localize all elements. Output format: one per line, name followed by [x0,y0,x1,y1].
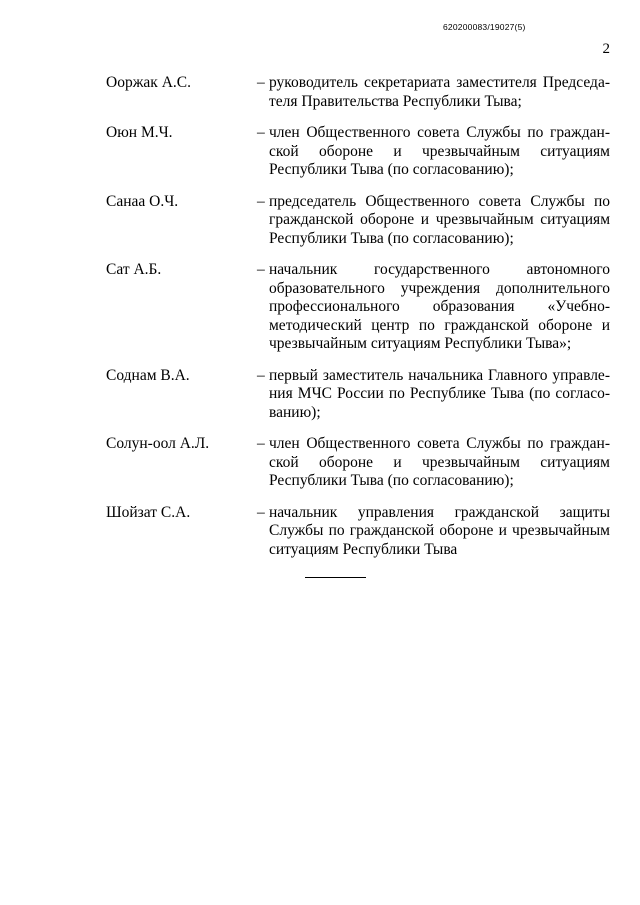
member-role [257,504,610,560]
dash: – [257,261,265,278]
dash: – [257,503,265,521]
member-name: Соднам В.А. [106,366,190,384]
dash: – [257,74,265,91]
member-role [257,74,610,111]
member-row [106,261,610,354]
page-number: 2 [602,41,610,57]
member-role [257,261,610,354]
member-name: Оюн М.Ч. [106,124,173,141]
members-list [106,74,610,572]
member-role-text: начальник управления гражданской защиты Службы по гражданской обороне и чрезвычайным ситуациям Республики Тыва [269,503,610,558]
member-row [106,193,610,249]
member-row [106,367,610,423]
end-rule [305,577,366,578]
member-role-text: руководитель секретариата заместителя Председателя Правительства Республики Тыва; [269,74,610,110]
member-role-text: первый заместитель начальника Главного управления МЧС России по Республике Тыва (по согласованию); [269,366,610,421]
dash: – [257,192,265,210]
member-name: Ооржак А.С. [106,74,191,91]
member-role [257,193,610,249]
member-name: Шойзат С.А. [106,503,191,521]
member-role-text: член Общественного совета Службы по гражданской обороне и чрезвычайным ситуациям Республики Тыва (по согласованию); [269,435,610,489]
member-row [106,504,610,560]
dash: – [257,366,265,384]
dash: – [257,124,265,141]
member-role-text: председатель Общественного совета Службы по гражданской обороне и чрезвычайным ситуациям Республики Тыва (по согласованию); [269,192,610,247]
member-row [106,124,610,180]
member-role-text: член Общественного совета Службы по гражданской обороне и чрезвычайным ситуациям Республики Тыва (по согласованию); [269,124,610,178]
member-role [257,435,610,491]
doc-code: 620200083/19027(5) [443,22,526,32]
member-name: Сат А.Б. [106,261,162,278]
member-row [106,74,610,111]
member-name: Солун-оол А.Л. [106,435,210,452]
member-name: Санаа О.Ч. [106,192,179,210]
member-role [257,367,610,423]
member-role-text: начальник государственного автономного образовательного учреждения дополнительного профессионального образования «Учебно-методический центр по гражданской обороне и чрезвычайным ситуациям Республики Тыва»; [269,261,610,352]
member-role [257,124,610,180]
dash: – [257,435,265,452]
member-row [106,435,610,491]
